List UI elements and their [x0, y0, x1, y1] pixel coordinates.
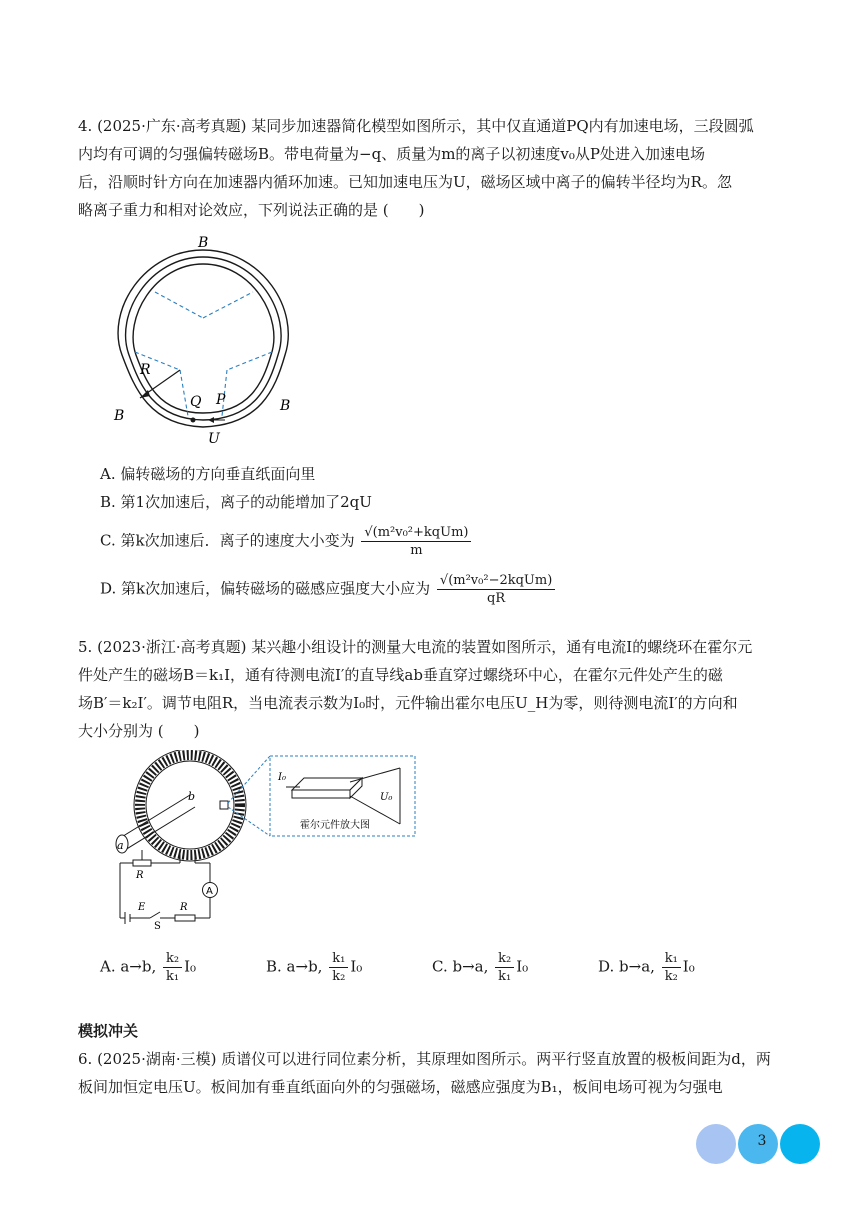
label-s: S — [154, 921, 161, 930]
label-u: U — [208, 431, 220, 447]
q4-option-c — [100, 524, 473, 559]
q5-option-d-numerator: k₁ — [662, 950, 681, 968]
ammeter-label: A — [206, 886, 213, 897]
q6-line-1: 6. (2025·湖南·三模) 质谱仪可以进行同位素分析，其原理如图所示。两平行竖直放置的极板间距为d，两 — [78, 1050, 771, 1068]
page-badge-left-circle — [696, 1124, 736, 1164]
q5-option-a-numerator: k₂ — [163, 950, 182, 968]
q4-line-3: 后，沿顺时针方向在加速器内循环加速。已知加速电压为U，磁场区域中离子的偏转半径均为R。忽 — [78, 173, 732, 191]
q4-option-c-denominator: m — [410, 543, 423, 558]
page-number: 3 — [757, 1133, 767, 1149]
q5-option-c — [432, 950, 528, 985]
q4-line-1: 4. (2025·广东·高考真题) 某同步加速器简化模型如图所示，其中仅直通道PQ内有加速电场，三段圆弧 — [78, 117, 754, 135]
q5-option-c-numerator: k₂ — [495, 950, 514, 968]
label-u0: U₀ — [380, 792, 393, 803]
label-a: a — [117, 839, 124, 852]
q4-option-c-fraction — [361, 524, 471, 559]
label-b: b — [188, 790, 196, 803]
q5-line-3: 场B′＝k₂I′。调节电阻R，当电流表示数为I₀时，元件输出霍尔电压U_H为零，则待测电流I′的方向和 — [78, 694, 738, 712]
label-i0: I₀ — [278, 772, 286, 783]
q5-option-b-prefix: B. a→b, — [266, 957, 323, 976]
q5-option-d-prefix: D. b→a, — [598, 957, 655, 976]
q4-option-b: B. 第1次加速后，离子的动能增加了2qU — [100, 493, 372, 511]
ring-inner — [133, 264, 274, 413]
q5-option-c-fraction — [495, 950, 514, 985]
label-p: P — [216, 392, 226, 408]
q5-option-d — [598, 950, 695, 985]
q4-line-4: 略离子重力和相对论效应，下列说法正确的是 ( ) — [78, 201, 425, 219]
label-q: Q — [190, 394, 202, 410]
q5-line-4: 大小分别为 ( ) — [78, 722, 200, 740]
q5-option-a — [100, 950, 196, 985]
page-badge-right-circle — [780, 1124, 820, 1164]
q4-option-d-fraction — [437, 572, 555, 607]
q5-option-c-denominator: k₁ — [498, 969, 512, 984]
q5-line-1: 5. (2023·浙江·高考真题) 某兴趣小组设计的测量大电流的装置如图所示，通有电流I的螺绕环在霍尔元 — [78, 638, 753, 656]
q5-option-d-denominator: k₂ — [664, 969, 678, 984]
label-e: E — [138, 902, 146, 913]
q4-option-c-numerator: √(m²v₀²+kqUm) — [361, 524, 471, 542]
q5-option-a-denominator: k₁ — [166, 969, 180, 984]
q5-option-c-suffix: I₀ — [516, 957, 529, 976]
q4-line-2: 内均有可调的匀强偏转磁场B。带电荷量为−q、质量为m的离子以初速度v₀从P处进入加速电场 — [78, 145, 706, 163]
label-b-left: B — [114, 408, 125, 424]
q5-option-a-prefix: A. a→b, — [100, 957, 157, 976]
q4-option-a: A. 偏转磁场的方向垂直纸面向里 — [100, 465, 316, 483]
q5-option-a-fraction — [163, 950, 182, 985]
q5-option-a-suffix: I₀ — [184, 957, 197, 976]
label-r: R — [140, 362, 151, 378]
q4-option-d-numerator: √(m²v₀²−2kqUm) — [437, 572, 555, 590]
q5-option-b — [266, 950, 362, 985]
ring-outer — [118, 250, 291, 427]
q5-option-c-prefix: C. b→a, — [432, 957, 489, 976]
q5-option-b-fraction — [329, 950, 348, 985]
label-r-resistor: R — [180, 902, 188, 913]
synchrotron-diagram — [100, 230, 310, 450]
q4-option-d — [100, 572, 557, 607]
label-hall-magnified: 霍尔元件放大图 — [300, 820, 370, 831]
q5-option-b-numerator: k₁ — [329, 950, 348, 968]
q4-option-c-prefix: C. 第k次加速后．离子的速度大小变为 — [100, 531, 355, 550]
label-r-rheostat: R — [136, 870, 144, 881]
toroid-circuit-diagram — [100, 750, 420, 930]
q5-option-b-suffix: I₀ — [350, 957, 363, 976]
q4-option-d-denominator: qR — [487, 591, 506, 606]
label-b-top: B — [198, 235, 209, 251]
q4-option-d-prefix: D. 第k次加速后，偏转磁场的磁感应强度大小应为 — [100, 579, 431, 598]
q5-option-d-fraction — [662, 950, 681, 985]
q5-option-d-suffix: I₀ — [682, 957, 695, 976]
section-title: 模拟冲关 — [78, 1022, 139, 1040]
q5-line-2: 件处产生的磁场B＝k₁I，通有待测电流I′的直导线ab垂直穿过螺绕环中心，在霍尔元件处产生的磁 — [78, 666, 723, 684]
q6-line-2: 板间加恒定电压U。板间加有垂直纸面向外的匀强磁场，磁感应强度为B₁，板间电场可视为匀强电 — [78, 1078, 723, 1096]
q5-option-b-denominator: k₂ — [332, 969, 346, 984]
label-b-right: B — [280, 398, 291, 414]
